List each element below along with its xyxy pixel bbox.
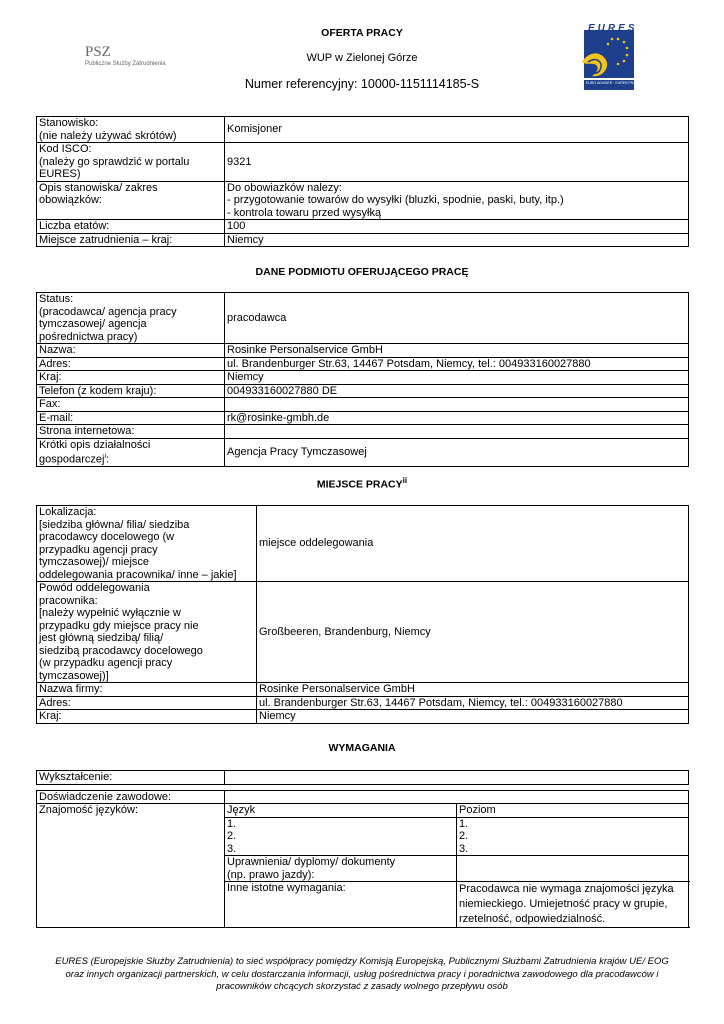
name-value: Rosinke Personalservice GmbH	[225, 344, 689, 358]
employer-table	[36, 292, 689, 467]
email-label: E-mail:	[37, 411, 225, 425]
website-label: Strona internetowa:	[37, 425, 225, 439]
country-value: Niemcy	[225, 233, 689, 247]
requirements-heading: WYMAGANIA	[328, 742, 396, 754]
fax-value	[225, 398, 689, 412]
job-table	[36, 116, 689, 247]
language-list: 1. 2. 3.	[225, 817, 457, 856]
education-value	[225, 771, 689, 785]
reference-number: Numer referencyjny: 10000-1151114185-S	[244, 77, 480, 91]
employer-heading: DANE PODMIOTU OFERUJĄCEGO PRACĘ	[255, 266, 469, 278]
website-value	[225, 425, 689, 439]
education-label: Wykształcenie:	[37, 771, 225, 785]
address-value: ul. Brandenburger Str.63, 14467 Potsdam, Niemcy, tel.: 004933160027880	[225, 357, 689, 371]
email-value: rk@rosinke-gmbh.de	[225, 411, 689, 425]
positions-count-label: Liczba etatów:	[37, 220, 225, 234]
status-label: Status: (pracodawca/ agencja pracy tymczasowej/ agencja pośrednictwa pracy)	[37, 293, 225, 344]
other-requirements-label: Inne istotne wymagania:	[225, 882, 457, 928]
isco-label: Kod ISCO: (należy go sprawdzić w portalu EURES)	[37, 143, 225, 182]
workplace-table	[36, 505, 689, 724]
business-description-value: Agencja Pracy Tymczasowej	[225, 438, 689, 467]
location-label: Lokalizacja: [siedziba główna/ filia/ siedziba pracodawcy docelowego (w przypadku agencji pracy tymczasowej)/ miejsce oddelegowania pracownika/ inne – jakie]	[37, 506, 257, 582]
phone-label: Telefon (z kodem kraju):	[37, 384, 225, 398]
languages-label: Znajomość języków:	[37, 804, 225, 928]
level-list: 1. 2. 3.	[457, 817, 689, 856]
eures-logo: EURES EURO ADVISER · EURES PRACY	[578, 22, 638, 94]
office-name: WUP w Zielonej Górze	[306, 52, 418, 64]
address-label: Adres:	[37, 357, 225, 371]
phone-value: 004933160027880 DE	[225, 384, 689, 398]
firm-name-value: Rosinke Personalservice GmbH	[257, 683, 689, 697]
secondment-reason-value: Großbeeren, Brandenburg, Niemcy	[257, 582, 689, 683]
place-address-label: Adres:	[37, 696, 257, 710]
duties-value: Do obowiazków nalezy: - przygotowanie towarów do wysyłki (bluzki, spodnie, paski, buty, itp.) - kontrola towaru przed wysyłką	[225, 181, 689, 220]
level-column-header: Poziom	[457, 804, 689, 818]
business-description-label: Krótki opis działalności gospodarczej$^i$:	[37, 438, 225, 467]
isco-value: 9321	[225, 143, 689, 182]
language-column-header: Język	[225, 804, 457, 818]
status-value: pracodawca	[225, 293, 689, 344]
fax-label: Fax:	[37, 398, 225, 412]
position-value: Komisjoner	[225, 117, 689, 143]
country-label: Miejsce zatrudnienia – kraj:	[37, 233, 225, 247]
position-label: Stanowisko: (nie należy używać skrótów)	[37, 117, 225, 143]
footer-note: EURES (Europejskie Służby Zatrudnienia) to sieć współpracy pomiędzy Komisją Europejską, Publicznymi Służbami Zatrudnienia krajów UE/ EOG oraz innych organizacji partnerskich, w celu dostarczania informacji, usług pośrednictwa pracy i poradnictwa zawodowego dla pracodawców i pracowników chcących skorzystać z zasady wolnego przepływu osób	[55, 956, 669, 992]
psz-logo: PSZ Publiczne Służby Zatrudnienia	[85, 44, 166, 67]
positions-count-value: 100	[225, 220, 689, 234]
experience-label: Doświadczenie zawodowe:	[37, 790, 225, 804]
employer-country-value: Niemcy	[225, 371, 689, 385]
workplace-heading: MIEJSCE PRACY$^{ii}$	[316, 476, 408, 491]
employer-country-label: Kraj:	[37, 371, 225, 385]
experience-value	[225, 790, 689, 804]
firm-name-label: Nazwa firmy:	[37, 683, 257, 697]
place-address-value: ul. Brandenburger Str.63, 14467 Potsdam, Niemcy, tel.: 004933160027880	[257, 696, 689, 710]
document-title: OFERTA PRACY	[321, 27, 403, 39]
licenses-label: Uprawnienia/ dyplomy/ dokumenty (np. prawo jazdy):	[225, 856, 457, 882]
secondment-reason-label: Powód oddelegowania pracownika: [należy wypełnić wyłącznie w przypadku gdy miejsce pracy nie jest główną siedzibą/ filią/ siedzibą pracodawcy docelowego (w przypadku agencji pracy tymczasowej)]	[37, 582, 257, 683]
licenses-value	[457, 856, 689, 882]
name-label: Nazwa:	[37, 344, 225, 358]
other-requirements-value: Pracodawca nie wymaga znajomości języka niemieckiego. Umiejetność pracy w grupie, rzetelność, odpowiedzialność.	[457, 882, 689, 928]
place-country-label: Kraj:	[37, 710, 257, 724]
duties-label: Opis stanowiska/ zakres obowiązków:	[37, 181, 225, 220]
place-country-value: Niemcy	[257, 710, 689, 724]
requirements-table	[36, 770, 689, 928]
location-value: miejsce oddelegowania	[257, 506, 689, 582]
